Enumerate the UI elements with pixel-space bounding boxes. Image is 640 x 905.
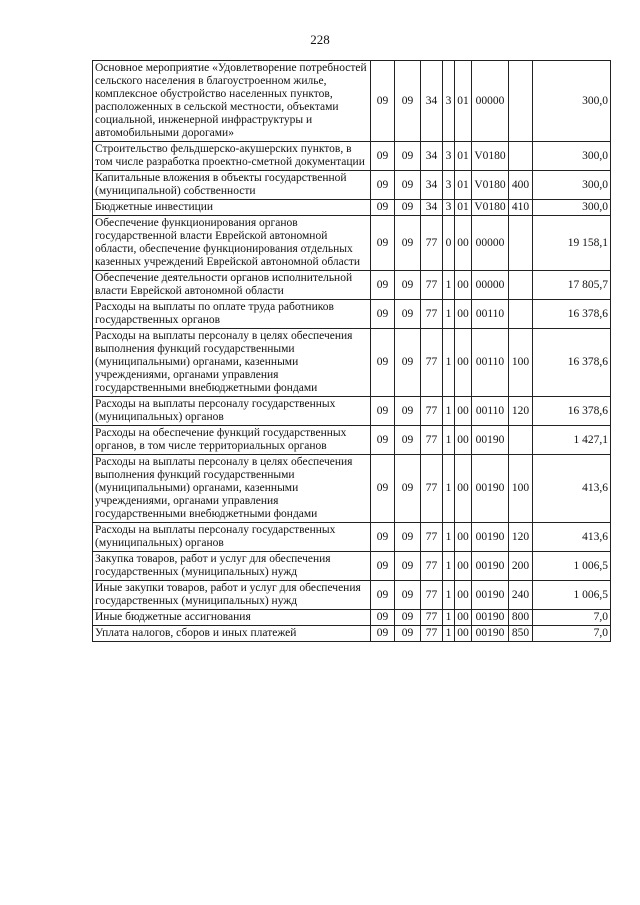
cell-activity: 00 — [455, 552, 472, 581]
cell-section: 09 — [371, 523, 395, 552]
cell-subsection: 09 — [395, 626, 421, 642]
cell-section: 09 — [371, 200, 395, 216]
table-row — [93, 523, 611, 552]
cell-subsection: 09 — [395, 216, 421, 271]
cell-section: 09 — [371, 329, 395, 397]
cell-amount: 300,0 — [533, 171, 611, 200]
cell-section: 09 — [371, 626, 395, 642]
cell-subprogram: 3 — [443, 61, 455, 142]
table-row — [93, 171, 611, 200]
cell-program: 77 — [421, 455, 443, 523]
cell-section: 09 — [371, 216, 395, 271]
cell-section: 09 — [371, 142, 395, 171]
table-row — [93, 271, 611, 300]
cell-program: 34 — [421, 200, 443, 216]
cell-subprogram: 1 — [443, 426, 455, 455]
table-row — [93, 142, 611, 171]
cell-activity: 00 — [455, 610, 472, 626]
cell-expense-type — [509, 271, 533, 300]
cell-section: 09 — [371, 61, 395, 142]
row-name: Расходы на обеспечение функций государственных органов, в том числе территориальных органов — [93, 426, 371, 455]
cell-amount: 7,0 — [533, 626, 611, 642]
row-name: Уплата налогов, сборов и иных платежей — [93, 626, 371, 642]
cell-subprogram: 1 — [443, 610, 455, 626]
row-name: Обеспечение функционирования органов государственной власти Еврейской автономной области, обеспечение функционирования отдельных казенных учреждений Еврейской автономной области — [93, 216, 371, 271]
cell-subprogram: 1 — [443, 552, 455, 581]
table-row — [93, 300, 611, 329]
cell-amount: 300,0 — [533, 200, 611, 216]
cell-activity: 00 — [455, 271, 472, 300]
cell-subprogram: 0 — [443, 216, 455, 271]
row-name: Расходы на выплаты персоналу государственных (муниципальных) органов — [93, 397, 371, 426]
cell-direction: 00110 — [472, 300, 509, 329]
table-row — [93, 397, 611, 426]
row-name: Обеспечение деятельности органов исполнительной власти Еврейской автономной области — [93, 271, 371, 300]
cell-subprogram: 1 — [443, 271, 455, 300]
cell-expense-type: 100 — [509, 329, 533, 397]
row-name: Закупка товаров, работ и услуг для обеспечения государственных (муниципальных) нужд — [93, 552, 371, 581]
cell-direction: V0180 — [472, 142, 509, 171]
cell-expense-type — [509, 61, 533, 142]
cell-program: 77 — [421, 329, 443, 397]
row-name: Расходы на выплаты персоналу в целях обеспечения выполнения функций государственными (муниципальными) органами, казенными учреждениями, органами управления государственными внебюджетными фондами — [93, 329, 371, 397]
page-number: 228 — [310, 32, 330, 47]
cell-activity: 00 — [455, 626, 472, 642]
cell-program: 77 — [421, 216, 443, 271]
cell-amount: 7,0 — [533, 610, 611, 626]
cell-program: 34 — [421, 171, 443, 200]
cell-subsection: 09 — [395, 552, 421, 581]
cell-subsection: 09 — [395, 171, 421, 200]
table-row — [93, 200, 611, 216]
table-row — [93, 626, 611, 642]
table-row — [93, 216, 611, 271]
cell-direction: 00190 — [472, 610, 509, 626]
cell-amount: 1 006,5 — [533, 552, 611, 581]
cell-subsection: 09 — [395, 200, 421, 216]
cell-activity: 01 — [455, 200, 472, 216]
row-name: Расходы на выплаты по оплате труда работников государственных органов — [93, 300, 371, 329]
cell-expense-type: 200 — [509, 552, 533, 581]
cell-section: 09 — [371, 397, 395, 426]
cell-program: 77 — [421, 300, 443, 329]
cell-subsection: 09 — [395, 61, 421, 142]
cell-subprogram: 1 — [443, 581, 455, 610]
cell-section: 09 — [371, 610, 395, 626]
cell-expense-type — [509, 300, 533, 329]
cell-subsection: 09 — [395, 300, 421, 329]
cell-amount: 300,0 — [533, 142, 611, 171]
cell-subsection: 09 — [395, 271, 421, 300]
cell-program: 34 — [421, 61, 443, 142]
cell-subsection: 09 — [395, 397, 421, 426]
cell-activity: 00 — [455, 523, 472, 552]
row-name: Расходы на выплаты персоналу в целях обеспечения выполнения функций государственными (муниципальными) органами, казенными учреждениями, органами управления государственными внебюджетными фондами — [93, 455, 371, 523]
cell-amount: 413,6 — [533, 523, 611, 552]
table-row — [93, 581, 611, 610]
cell-program: 77 — [421, 552, 443, 581]
cell-program: 77 — [421, 271, 443, 300]
cell-expense-type — [509, 426, 533, 455]
cell-program: 77 — [421, 626, 443, 642]
cell-section: 09 — [371, 271, 395, 300]
table-row — [93, 552, 611, 581]
cell-subprogram: 1 — [443, 626, 455, 642]
cell-subprogram: 1 — [443, 523, 455, 552]
cell-direction: V0180 — [472, 171, 509, 200]
cell-amount: 300,0 — [533, 61, 611, 142]
cell-subsection: 09 — [395, 610, 421, 626]
cell-subprogram: 3 — [443, 171, 455, 200]
row-name: Строительство фельдшерско-акушерских пунктов, в том числе разработка проектно-сметной документации — [93, 142, 371, 171]
table-row — [93, 61, 611, 142]
cell-activity: 00 — [455, 397, 472, 426]
table-row — [93, 329, 611, 397]
cell-direction: 00000 — [472, 216, 509, 271]
row-name: Иные бюджетные ассигнования — [93, 610, 371, 626]
cell-activity: 00 — [455, 426, 472, 455]
cell-direction: 00190 — [472, 626, 509, 642]
table-row — [93, 455, 611, 523]
cell-subsection: 09 — [395, 329, 421, 397]
cell-direction: 00190 — [472, 552, 509, 581]
cell-section: 09 — [371, 300, 395, 329]
cell-expense-type: 120 — [509, 523, 533, 552]
cell-activity: 00 — [455, 329, 472, 397]
cell-expense-type — [509, 142, 533, 171]
cell-subsection: 09 — [395, 455, 421, 523]
cell-subprogram: 1 — [443, 397, 455, 426]
cell-subprogram: 1 — [443, 300, 455, 329]
cell-expense-type — [509, 216, 533, 271]
cell-expense-type: 850 — [509, 626, 533, 642]
cell-program: 77 — [421, 397, 443, 426]
cell-program: 77 — [421, 523, 443, 552]
cell-expense-type: 400 — [509, 171, 533, 200]
table-row — [93, 610, 611, 626]
cell-program: 77 — [421, 610, 443, 626]
cell-amount: 1 427,1 — [533, 426, 611, 455]
row-name: Бюджетные инвестиции — [93, 200, 371, 216]
budget-table — [92, 60, 611, 642]
table-row — [93, 426, 611, 455]
cell-activity: 01 — [455, 61, 472, 142]
cell-subsection: 09 — [395, 523, 421, 552]
cell-expense-type: 410 — [509, 200, 533, 216]
cell-program: 77 — [421, 426, 443, 455]
row-name: Иные закупки товаров, работ и услуг для обеспечения государственных (муниципальных) нужд — [93, 581, 371, 610]
cell-direction: 00110 — [472, 329, 509, 397]
cell-subsection: 09 — [395, 142, 421, 171]
cell-activity: 00 — [455, 216, 472, 271]
cell-subprogram: 1 — [443, 455, 455, 523]
cell-activity: 01 — [455, 171, 472, 200]
cell-direction: 00190 — [472, 581, 509, 610]
cell-expense-type: 240 — [509, 581, 533, 610]
cell-section: 09 — [371, 426, 395, 455]
cell-direction: 00000 — [472, 271, 509, 300]
cell-activity: 00 — [455, 455, 472, 523]
cell-direction: 00190 — [472, 426, 509, 455]
cell-program: 77 — [421, 581, 443, 610]
cell-amount: 1 006,5 — [533, 581, 611, 610]
cell-subprogram: 3 — [443, 142, 455, 171]
cell-section: 09 — [371, 552, 395, 581]
cell-section: 09 — [371, 581, 395, 610]
cell-activity: 00 — [455, 300, 472, 329]
cell-subprogram: 1 — [443, 329, 455, 397]
cell-subprogram: 3 — [443, 200, 455, 216]
cell-amount: 16 378,6 — [533, 397, 611, 426]
row-name: Расходы на выплаты персоналу государственных (муниципальных) органов — [93, 523, 371, 552]
cell-direction: 00000 — [472, 61, 509, 142]
cell-activity: 00 — [455, 581, 472, 610]
cell-expense-type: 120 — [509, 397, 533, 426]
cell-subsection: 09 — [395, 426, 421, 455]
cell-program: 34 — [421, 142, 443, 171]
cell-section: 09 — [371, 455, 395, 523]
cell-expense-type: 800 — [509, 610, 533, 626]
cell-activity: 01 — [455, 142, 472, 171]
row-name: Основное мероприятие «Удовлетворение потребностей сельского населения в благоустроенном жилье, комплексное обустройство населенных пунктов, расположенных в сельской местности, объектами социальной, инженерной инфраструктуры и автомобильными дорогами» — [93, 61, 371, 142]
cell-direction: 00110 — [472, 397, 509, 426]
cell-direction: 00190 — [472, 455, 509, 523]
cell-amount: 17 805,7 — [533, 271, 611, 300]
cell-expense-type: 100 — [509, 455, 533, 523]
cell-direction: V0180 — [472, 200, 509, 216]
row-name: Капитальные вложения в объекты государственной (муниципальной) собственности — [93, 171, 371, 200]
cell-section: 09 — [371, 171, 395, 200]
cell-direction: 00190 — [472, 523, 509, 552]
cell-amount: 16 378,6 — [533, 300, 611, 329]
cell-subsection: 09 — [395, 581, 421, 610]
cell-amount: 19 158,1 — [533, 216, 611, 271]
cell-amount: 413,6 — [533, 455, 611, 523]
cell-amount: 16 378,6 — [533, 329, 611, 397]
